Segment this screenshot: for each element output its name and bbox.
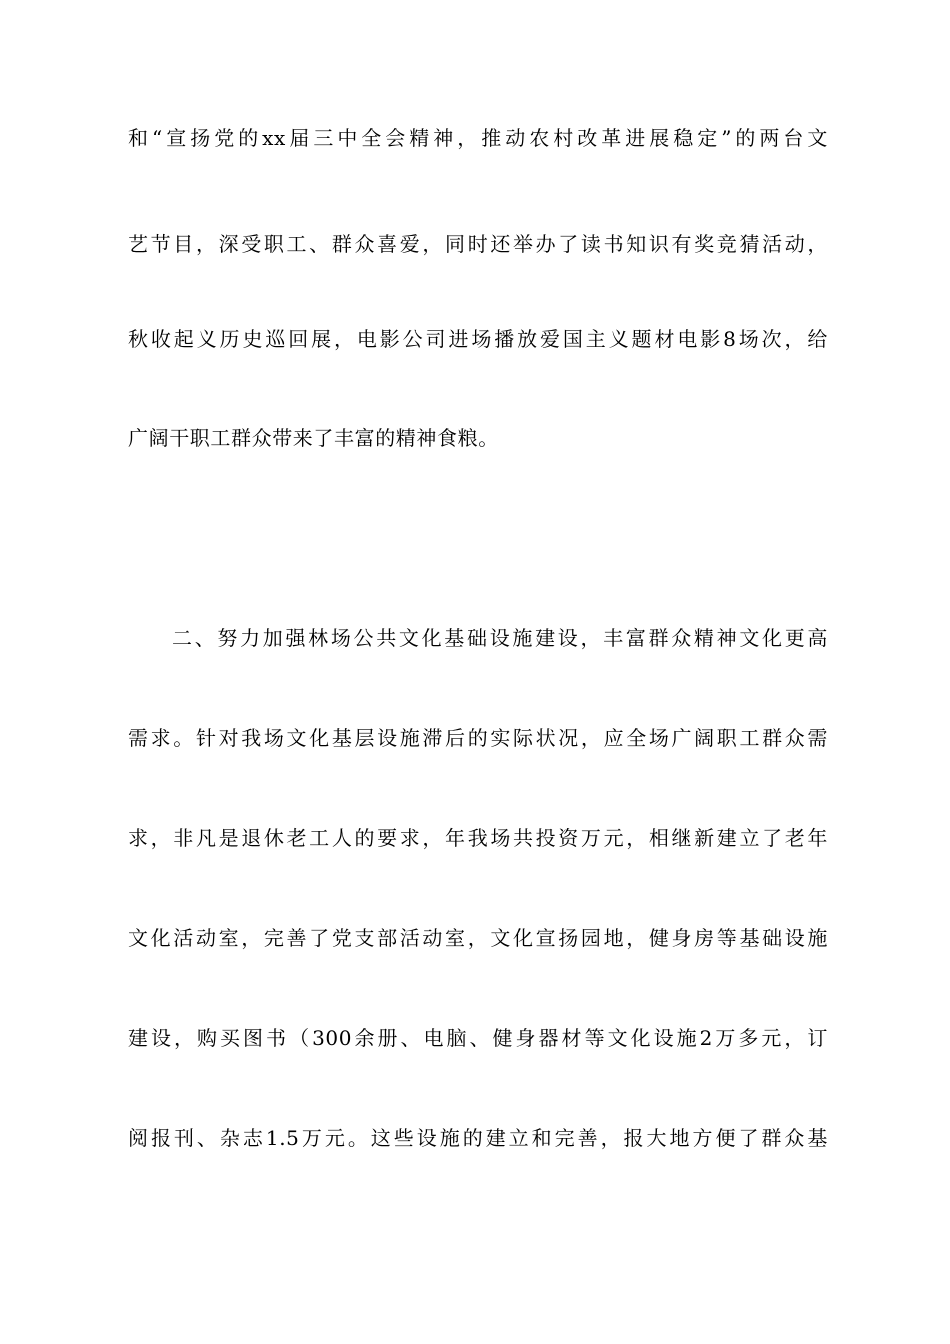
paragraph-2-line-4: 文化活动室，完善了党支部活动室，文化宣扬园地，健身房等基础设施: [128, 926, 828, 950]
paragraph-1-line-1: 和“宣扬党的xx届三中全会精神，推动农村改革进展稳定”的两台文: [128, 126, 828, 150]
paragraph-1-line-4: 广阔干职工群众带来了丰富的精神食粮。: [128, 426, 499, 450]
paragraph-2-line-1: 二、努力加强林场公共文化基础设施建设，丰富群众精神文化更高: [172, 626, 828, 650]
paragraph-1-line-3: 秋收起义历史巡回展，电影公司进场播放爱国主义题材电影8场次，给: [128, 327, 828, 351]
paragraph-2-line-3: 求，非凡是退休老工人的要求，年我场共投资万元，相继新建立了老年: [128, 826, 828, 850]
paragraph-2-line-5: 建设，购买图书（300余册、电脑、健身器材等文化设施2万多元，订: [128, 1026, 828, 1050]
paragraph-2-line-6: 阅报刊、杂志1.5万元。这些设施的建立和完善，报大地方便了群众基: [128, 1126, 828, 1150]
paragraph-2-line-2: 需求。针对我场文化基层设施滞后的实际状况，应全场广阔职工群众需: [128, 726, 828, 750]
paragraph-1-line-2: 艺节目，深受职工、群众喜爱，同时还举办了读书知识有奖竞猜活动，: [128, 232, 828, 256]
